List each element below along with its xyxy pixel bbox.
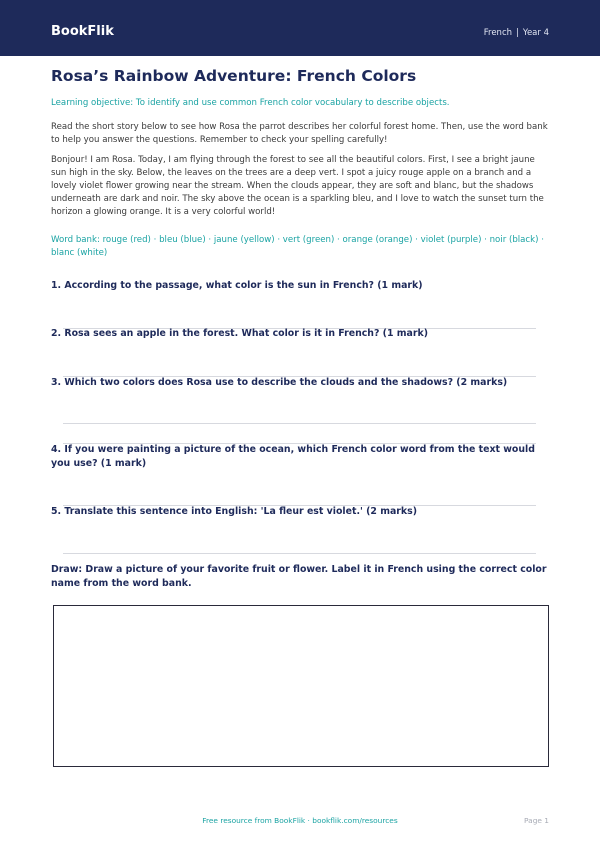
question-5: 5. Translate this sentence into English: 'La fleur est violet.' (2 marks) <box>51 506 418 517</box>
page-title: Rosa’s Rainbow Adventure: French Colors <box>51 67 417 85</box>
intro-paragraph: Read the short story below to see how Rosa the parrot describes her colorful forest home. Then, use the word bank to help you answer the questions. Remember to check your spelling carefully! <box>51 122 548 145</box>
question-3: 3. Which two colors does Rosa use to describe the clouds and the shadows? (2 marks) <box>51 377 508 388</box>
header-bar <box>0 0 600 56</box>
page-number: Page 1 <box>524 816 549 825</box>
draw-instruction: Draw: Draw a picture of your favorite fruit or flower. Label it in French using the correct color name from the word bank. <box>51 564 547 589</box>
subject-label: French <box>483 28 513 38</box>
subject-year <box>484 27 549 39</box>
answer-line-5[interactable] <box>63 553 536 554</box>
meta-separator: | <box>516 28 519 38</box>
question-1: 1. According to the passage, what color is the sun in French? (1 mark) <box>51 280 423 291</box>
story-paragraph: Bonjour! I am Rosa. Today, I am flying through the forest to see all the beautiful colors. First, I see a bright jaune sun high in the sky. Below, the leaves on the trees are a deep vert. I spot a juicy rouge apple on a branch and a lovely violet flower growing near the stream. When the clouds appear, they are soft and blanc, but the shadows underneath are dark and noir. The sky above the ocean is a sparkling bleu, and I love to watch the sunset turn the horizon a glowing orange. It is a very colorful world! <box>51 155 544 217</box>
question-4: 4. If you were painting a picture of the ocean, which French color word from the text would you use? (1 mark) <box>51 444 535 469</box>
year-label: Year 4 <box>522 28 549 38</box>
answer-line-3a[interactable] <box>63 423 536 424</box>
brand-logo: BookFlik <box>51 24 114 39</box>
learning-objective: Learning objective: To identify and use common French color vocabulary to describe objects. <box>51 98 450 108</box>
question-2: 2. Rosa sees an apple in the forest. What color is it in French? (1 mark) <box>51 328 428 339</box>
drawing-box[interactable] <box>53 605 549 767</box>
word-bank: Word bank: rouge (red) · bleu (blue) · jaune (yellow) · vert (green) · orange (orange) · violet (purple) · noir (black) · blanc (white) <box>51 235 544 258</box>
footer-credit: Free resource from BookFlik · bookflik.com/resources <box>202 816 398 825</box>
